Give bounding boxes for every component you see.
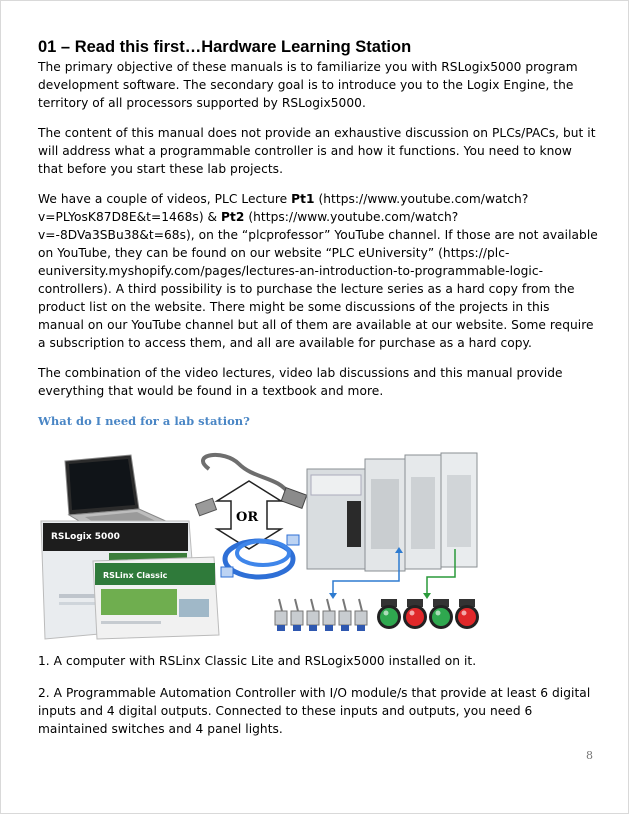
paragraph-objective: The primary objective of these manuals is to familiarize you with RSLogix5000 program development software. The secondary goal is to introduce you to the Logix Engine, the territory of all processors supported by RSLogix5000. [38, 60, 578, 110]
panel-lights [377, 599, 479, 629]
panel-light-icon [403, 599, 427, 629]
toggle-switch-icon [291, 599, 303, 631]
requirement-computer: 1. A computer with RSLinx Classic Lite and RSLogix5000 installed on it. [38, 654, 477, 668]
toggle-switch-icon [339, 599, 351, 631]
toggle-switch-icon [275, 599, 287, 631]
page-title: 01 – Read this first…Hardware Learning Station [38, 38, 412, 56]
toggle-switch-icon [355, 599, 367, 631]
panel-light-icon [377, 599, 401, 629]
lab-station-figure [39, 449, 479, 644]
videos-text-a: We have a couple of videos, PLC Lecture [38, 192, 292, 206]
panel-light-icon [429, 599, 453, 629]
videos-text-b: (https://www.youtube.com/watch?v=PLYosK87D8E&t=1468s) & [38, 192, 529, 224]
pt2-label: Pt2 [221, 210, 245, 224]
plc-controller-image [307, 453, 477, 571]
paragraph-videos [38, 190, 598, 352]
or-label: OR [236, 510, 259, 525]
lab-station-illustration [39, 449, 479, 644]
videos-text-c: (https://www.youtube.com/watch?v=-8DVa3SBu38&t=68s), on the “plcprofessor” YouTube channel. If those are not available on YouTube, they can be found on our website “PLC eUniversity” (https://plc-euniversity.myshopify.com/pages/lectures-an-introduction-to-programmable-logic-controllers). A third possibility is to purchase the lecture series as a hard copy from the product list on the website. There might be some discussions of the projects in this manual on our YouTube channel but all of them are available at our website. Some require a subscription to access them, and all are available for purchase as a hard copy. [38, 210, 598, 350]
panel-light-icon [455, 599, 479, 629]
paragraph-combination: The combination of the video lectures, video lab discussions and this manual provide everything that would be found in a textbook and more. [38, 366, 563, 398]
rslinx-classic-box-image [93, 557, 219, 639]
or-arrow-icon [217, 481, 281, 549]
toggle-switch-icon [307, 599, 319, 631]
rslogix-box-brand: RSLogix 5000 [51, 532, 120, 542]
toggle-switch-icon [323, 599, 335, 631]
pt1-label: Pt1 [291, 192, 315, 206]
toggle-switches [275, 599, 367, 631]
section-subheading: What do I need for a lab station? [38, 414, 250, 428]
rslinx-box-brand: RSLinx Classic [103, 571, 168, 580]
ethernet-cable-image [221, 535, 299, 577]
main-content [38, 37, 598, 428]
paragraph-scope: The content of this manual does not provide an exhaustive discussion on PLCs/PACs, but it will address what a programmable controller is and how it functions. You need to know that before you start these lab projects. [38, 126, 596, 176]
page-number: 8 [586, 749, 593, 762]
requirement-controller: 2. A Programmable Automation Controller with I/O module/s that provide at least 6 digital inputs and 4 digital outputs. Connected to these inputs and outputs, you need 6 maintained switches and 4 panel lights. [38, 686, 591, 736]
